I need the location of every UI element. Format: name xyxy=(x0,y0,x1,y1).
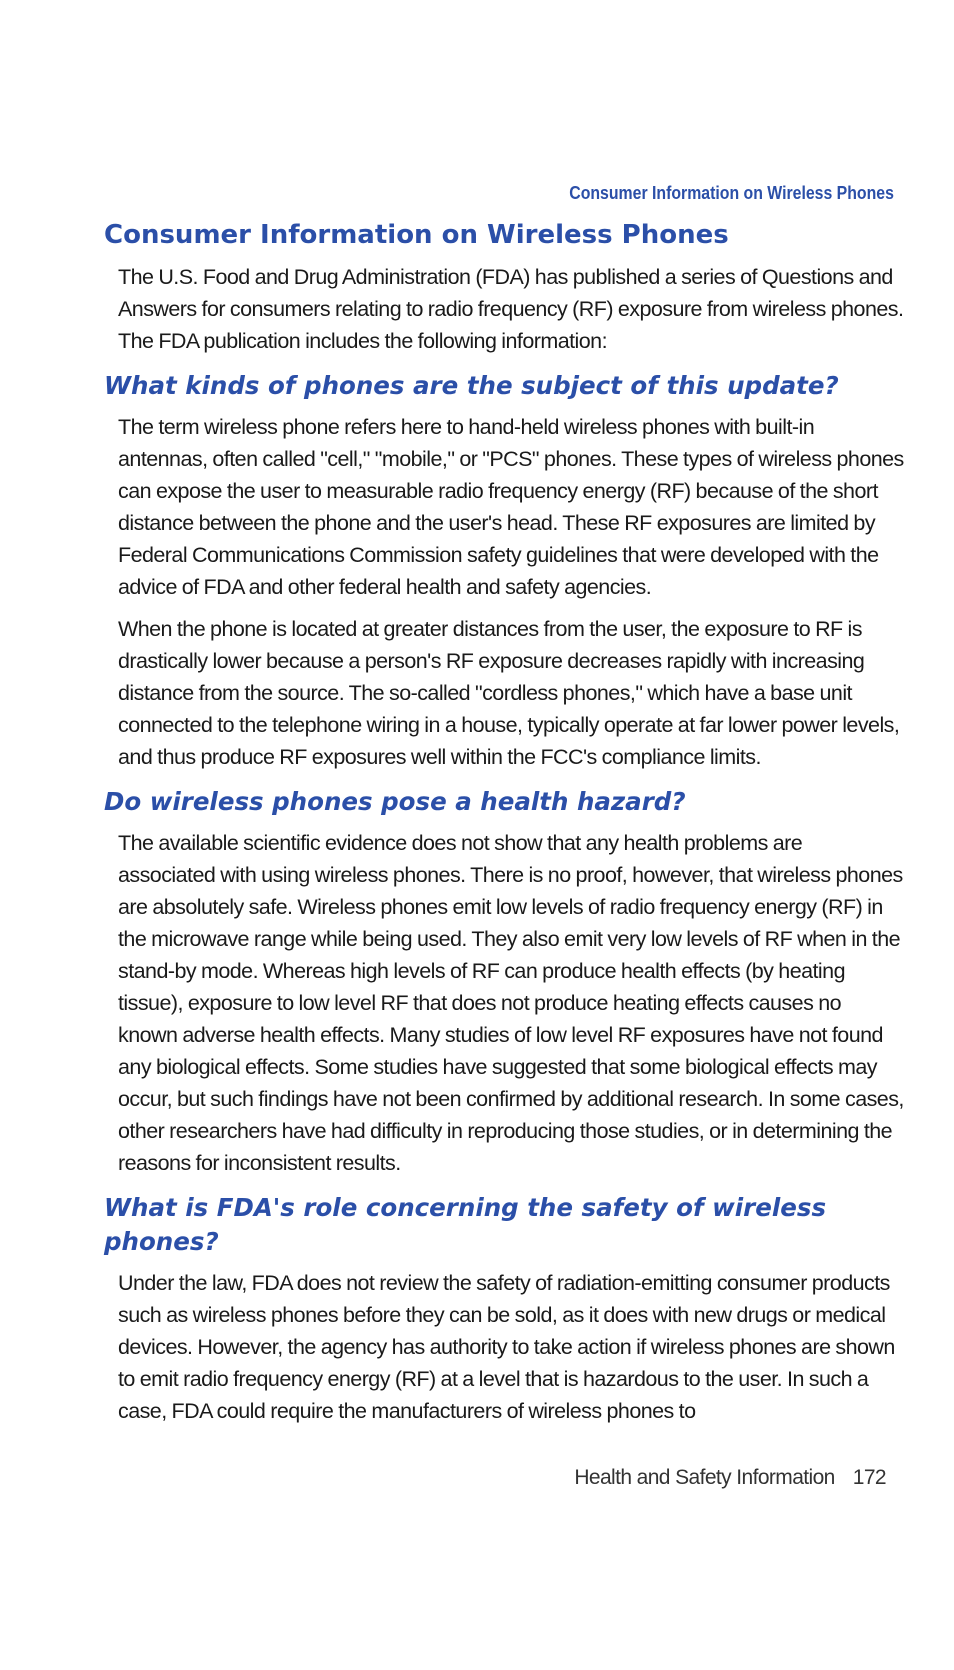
page-footer xyxy=(574,1466,886,1490)
paragraph-health-hazard: The available scientific evidence does not show that any health problems are associated with using wireless phones. There is no proof, however, that wireless phones are absolutely safe. Wireless phones emit low levels of radio frequency energy (RF) in the microwave range while being used. They also emit very low levels of RF when in the stand-by mode. Whereas high levels of RF can produce health effects (by heating tissue), exposure to low level RF that does not produce heating effects causes no known adverse health effects. Many studies of low level RF exposures have not found any biological effects. Some studies have suggested that some biological effects may occur, but such findings have not been confirmed by additional research. In some cases, other researchers have had difficulty in reproducing those studies, or in determining the reasons for inconsistent results. xyxy=(118,831,904,1175)
running-header: Consumer Information on Wireless Phones xyxy=(569,183,894,203)
paragraph-fda-role: Under the law, FDA does not review the safety of radiation-emitting consumer products such as wireless phones before they can be sold, as it does with new drugs or medical devices. However, the agency has authority to take action if wireless phones are shown to emit radio frequency energy (RF) at a level that is hazardous to the user. In such a case, FDA could require the manufacturers of wireless phones to xyxy=(118,1271,895,1423)
question-heading-fda-role: What is FDA's role concerning the safety of wireless phones? xyxy=(104,1193,827,1256)
section-title: Consumer Information on Wireless Phones xyxy=(104,220,729,250)
paragraph-phone-types-1: The term wireless phone refers here to hand-held wireless phones with built-in antennas, often called "cell," "mobile," or "PCS" phones. These types of wireless phones can expose the user to measurable radio frequency energy (RF) because of the short distance between the phone and the user's head. These RF exposures are limited by Federal Communications Commission safety guidelines that were developed with the advice of FDA and other federal health and safety agencies. xyxy=(118,415,904,599)
footer-section-title: Health and Safety Information xyxy=(574,1466,835,1489)
question-heading-phone-types: What kinds of phones are the subject of this update? xyxy=(104,371,839,400)
page-number: 172 xyxy=(852,1466,886,1489)
intro-paragraph: The U.S. Food and Drug Administration (FDA) has published a series of Questions and Answers for consumers relating to radio frequency (RF) exposure from wireless phones. The FDA publication includes the following information: xyxy=(118,265,904,353)
paragraph-phone-types-2: When the phone is located at greater distances from the user, the exposure to RF is drastically lower because a person's RF exposure decreases rapidly with increasing distance from the source. The so-called "cordless phones," which have a base unit connected to the telephone wiring in a house, typically operate at far lower power levels, and thus produce RF exposures well within the FCC's compliance limits. xyxy=(118,617,900,769)
page-content xyxy=(104,218,904,1437)
question-heading-health-hazard: Do wireless phones pose a health hazard? xyxy=(104,787,686,816)
